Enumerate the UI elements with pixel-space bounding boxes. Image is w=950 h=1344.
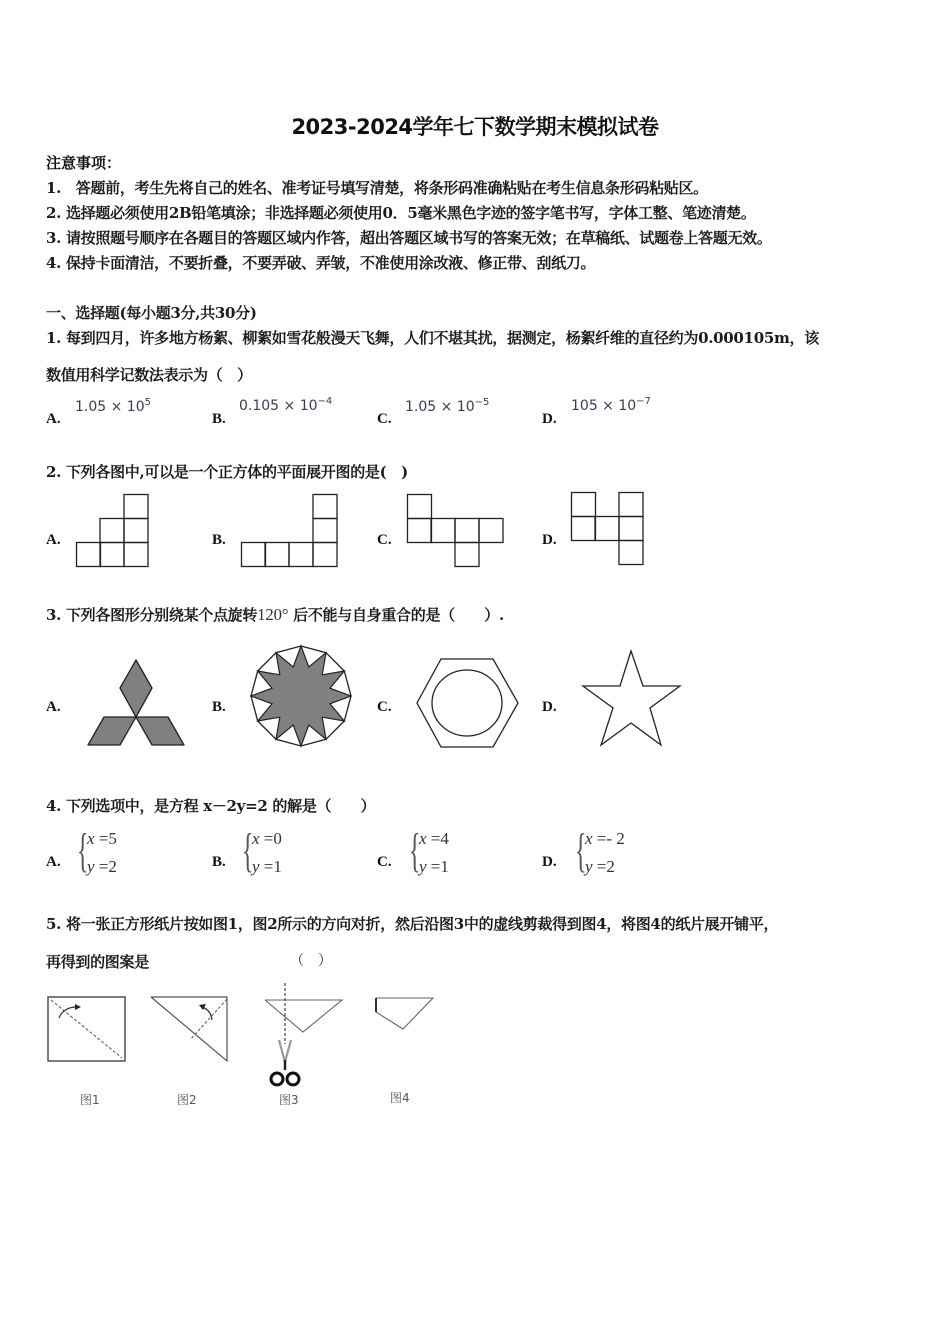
option-label: A. (46, 854, 61, 870)
staircase-net-figure (76, 494, 151, 569)
brace-icon: { (409, 824, 421, 877)
y-value: y =2 (87, 857, 117, 876)
option-label: C. (377, 411, 392, 427)
option-label: C. (377, 699, 392, 715)
option-label: A. (46, 699, 61, 715)
h-shape-net-figure (571, 492, 651, 570)
x-value: x =- 2 (585, 829, 625, 848)
brace-icon: { (77, 824, 89, 877)
page-title: 2023-2024学年七下数学期末模拟试卷 (291, 115, 659, 139)
notice-item-2: 2. 选择题必须使用2B铅笔填涂；非选择题必须使用0．5毫米黑色字迹的签字笔书写，字体工整、笔迹清楚。 (46, 204, 756, 222)
option-label: A. (46, 411, 61, 427)
brace-icon: { (575, 824, 587, 877)
cut-figure-3 (262, 982, 344, 1088)
option-label: B. (212, 699, 226, 715)
brace-icon: { (242, 824, 254, 877)
option-label: C. (377, 532, 392, 548)
notice-item-3: 3. 请按照题号顺序在各题目的答题区域内作答，超出答题区域书写的答案无效；在草稿纸、试题卷上答题无效。 (46, 229, 772, 247)
l-shape-net-figure (241, 494, 341, 569)
q5-stem-line2: 再得到的图案是 (46, 953, 149, 971)
notice-heading: 注意事项： (46, 154, 122, 172)
section-heading: 一、选择题(每小题3分,共30分) (46, 304, 257, 322)
option-value: $1.05 \times 10^{-5}$ (405, 397, 490, 415)
x-value: x =5 (87, 829, 117, 848)
x-value: x =4 (419, 829, 449, 848)
notice-item-4: 4. 保持卡面清洁，不要折叠，不要弄破、弄皱，不准使用涂改液、修正带、刮纸刀。 (46, 254, 596, 272)
option-label: B. (212, 532, 226, 548)
y-value: y =1 (252, 857, 282, 876)
figure-caption-1: 图1 (80, 1093, 100, 1107)
option-label: A. (46, 532, 61, 548)
option-label: D. (542, 699, 557, 715)
three-rhombus-logo-figure (86, 658, 188, 750)
option-label: B. (212, 411, 226, 427)
x-value: x =0 (252, 829, 282, 848)
option-label: D. (542, 532, 557, 548)
answer-parentheses: （ ） (290, 953, 332, 969)
cut-result-figure-4 (373, 996, 437, 1036)
option-value: $0.105 \times 10^{-4}$ (239, 396, 333, 414)
y-value: y =1 (419, 857, 449, 876)
twelve-point-star-figure (250, 645, 354, 749)
figure-caption-2: 图2 (177, 1093, 197, 1107)
option-label: D. (542, 411, 557, 427)
q1-stem-line1: 1. 每到四月，许多地方杨絮、柳絮如雪花般漫天飞舞，人们不堪其扰，据测定，杨絮纤维的直径约为0.000105m，该 (46, 329, 819, 347)
figure-caption-3: 图3 (279, 1093, 299, 1107)
q5-stem-line1: 5. 将一张正方形纸片按如图1，图2所示的方向对折，然后沿图3中的虚线剪裁得到图4，将图4的纸片展开铺平， (46, 915, 779, 933)
q4-stem: 4. 下列选项中，是方程 x－2y=2 的解是（ ） (46, 797, 376, 815)
option-label: B. (212, 854, 226, 870)
fold-figure-1 (47, 996, 127, 1064)
figure-caption-4: 图4 (390, 1091, 410, 1105)
zigzag-net-figure (407, 494, 507, 569)
option-value: $105 \times 10^{-7}$ (571, 396, 651, 414)
notice-item-1: 1. 答题前，考生先将自己的姓名、准考证号填写清楚，将条形码准确粘贴在考生信息条形码粘贴区。 (46, 179, 708, 197)
five-point-star-figure (582, 650, 684, 748)
option-label: D. (542, 854, 557, 870)
scissors-icon (271, 1040, 299, 1085)
option-label: C. (377, 854, 392, 870)
q2-stem: 2. 下列各图中,可以是一个正方体的平面展开图的是( ) (46, 463, 408, 481)
q3-stem: 3. 下列各图形分别绕某个点旋转120° 后不能与自身重合的是（ ）. (46, 605, 504, 624)
y-value: y =2 (585, 857, 615, 876)
hexagon-circle-figure (416, 657, 520, 749)
option-value: $1.05 \times 10^5$ (75, 397, 151, 415)
angle-value: 120° (257, 605, 289, 624)
fold-figure-2 (150, 996, 230, 1064)
q1-stem-line2: 数值用科学记数法表示为（ ） (46, 366, 252, 384)
